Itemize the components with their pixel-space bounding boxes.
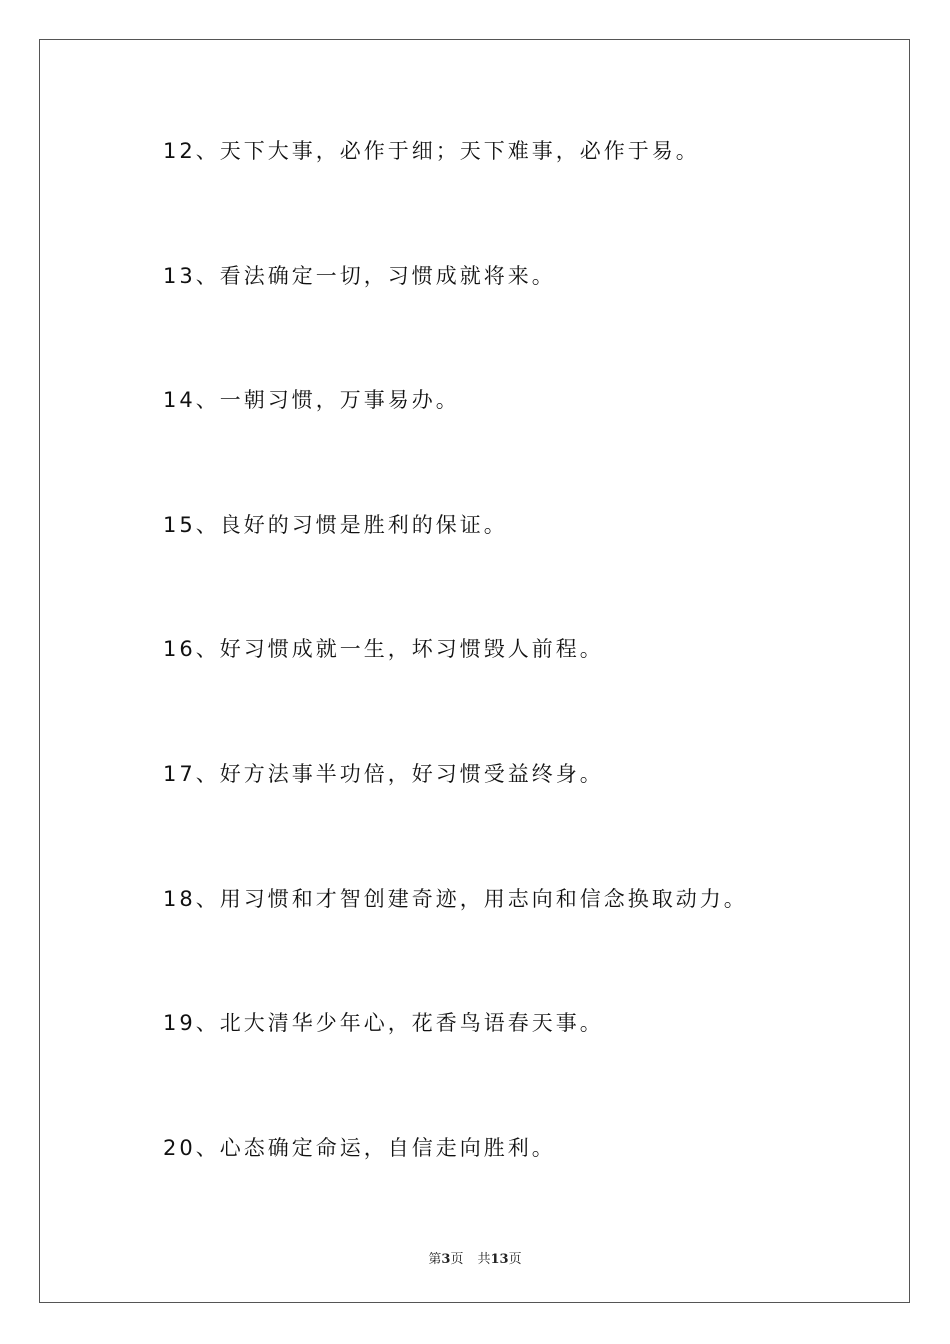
list-item: 13、看法确定一切，习惯成就将来。 <box>163 263 556 288</box>
list-item: 18、用习惯和才智创建奇迹，用志向和信念换取动力。 <box>163 886 748 911</box>
page-prefix: 第 <box>428 1252 442 1267</box>
total-prefix: 共 <box>477 1252 491 1267</box>
list-item: 20、心态确定命运，自信走向胜利。 <box>163 1135 556 1160</box>
list-item: 15、良好的习惯是胜利的保证。 <box>163 512 508 537</box>
list-item: 17、好方法事半功倍，好习惯受益终身。 <box>163 761 604 786</box>
quote-list <box>163 134 748 1255</box>
page-suffix: 页 <box>450 1252 464 1267</box>
list-item: 19、北大清华少年心，花香鸟语春天事。 <box>163 1011 604 1036</box>
list-item: 14、一朝习惯，万事易办。 <box>163 388 460 413</box>
total-suffix: 页 <box>508 1252 522 1267</box>
list-item: 16、好习惯成就一生，坏习惯毁人前程。 <box>163 637 604 662</box>
total-pages: 13 <box>490 1252 509 1267</box>
page-number: 3 <box>441 1252 451 1267</box>
page-footer <box>0 1248 950 1267</box>
list-item: 12、天下大事，必作于细；天下难事，必作于易。 <box>163 139 700 163</box>
